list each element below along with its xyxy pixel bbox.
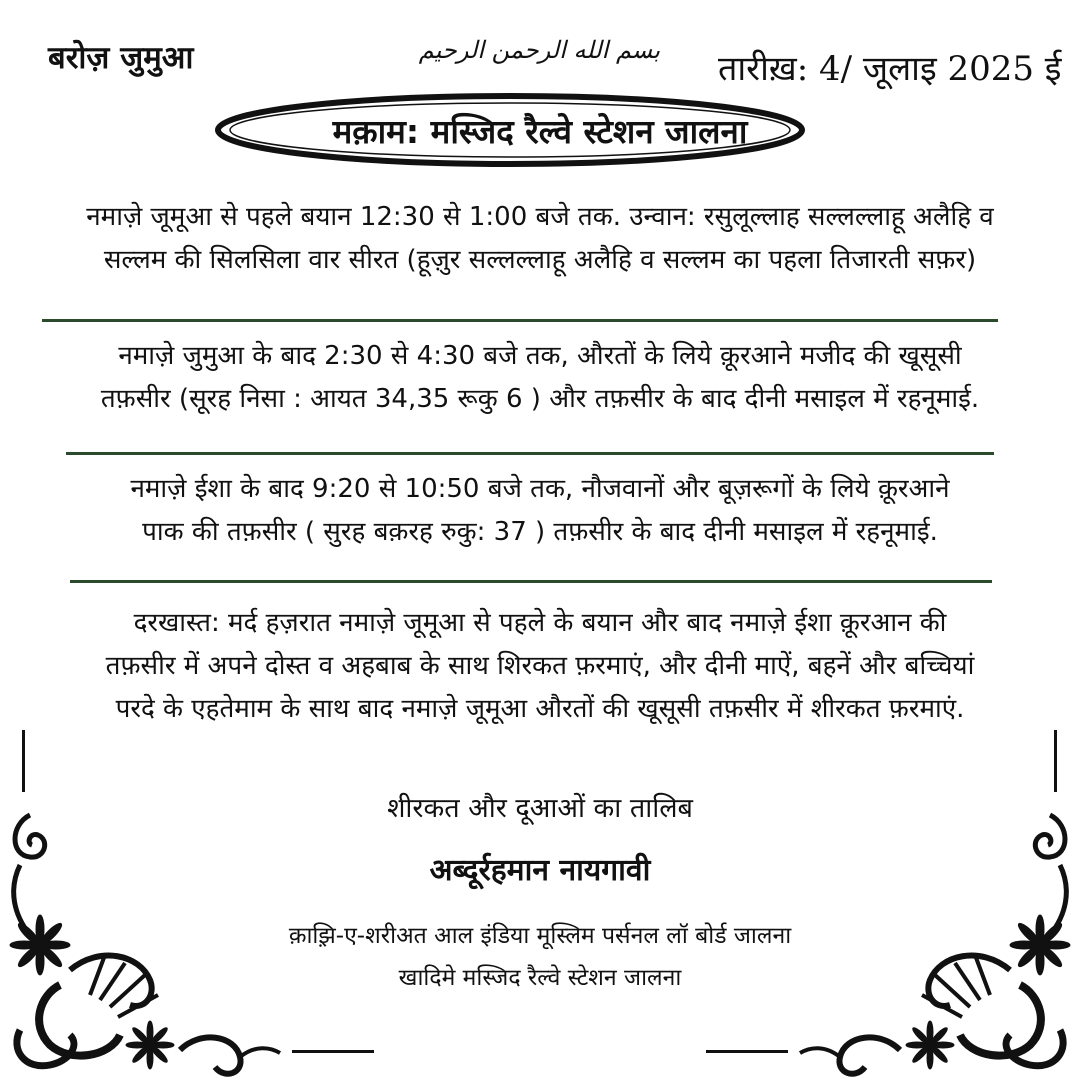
- section-line: दरखास्त: मर्द हज़रात नमाज़े जूमूआ से पहले के बयान और बाद नमाज़े ईशा क़ूरआन की: [133, 608, 947, 638]
- section-request: [40, 602, 1040, 731]
- section-line: सल्लम की सिलसिला वार सीरत (हूज़ुर सल्लल्लाहू अलैहि व सल्लम का पहला तिजारती सफ़र): [103, 245, 977, 275]
- signature-role: खादिमे मस्जिद रैल्वे स्टेशन जालना: [398, 965, 682, 991]
- corner-ornament-left: [0, 795, 290, 1080]
- divider-rule: [66, 452, 994, 455]
- section-line: नमाज़े जुमुआ के बाद 2:30 से 4:30 बजे तक, औरतों के लिये क़ूरआने मजीद की खूसूसी: [118, 341, 962, 371]
- venue-title: मक़ाम: मस्जिद रैल्वे स्टेशन जालना: [332, 112, 748, 151]
- frame-bar-bottom-right: [706, 1050, 788, 1053]
- section-line: पाक की तफ़सीर ( सुरह बक़रह रुकु: 37 ) तफ़सीर के बाद दीनी मसाइल में रहनूमाई.: [142, 517, 938, 547]
- corner-ornament-right: [790, 795, 1080, 1080]
- day-label: बरोज़ जुमुआ: [48, 40, 194, 76]
- section-line: परदे के एहतेमाम के साथ बाद नमाज़े जूमूआ औरतों की खूसूसी तफ़सीर में शीरकत फ़रमाएं.: [115, 694, 965, 724]
- section-line: तफ़सीर में अपने दोस्त व अहबाब के साथ शिरकत फ़रमाएं, और दीनी माऐं, बहनें और बच्चियां: [105, 651, 975, 681]
- divider-rule: [70, 580, 992, 583]
- frame-bar-left: [22, 730, 25, 792]
- signature-role: क़ाझ़ि-ए-शरीअत आल इंडिया मूस्लिम पर्सनल लॉ बोर्ड जालना: [288, 923, 792, 949]
- signature-request: शीरकत और दूआओं का तालिब: [387, 793, 693, 824]
- section-line: तफ़सीर (सूरह निसा : आयत 34,35 रूकु 6 ) और तफ़सीर के बाद दीनी मसाइल में रहनूमाई.: [100, 384, 980, 414]
- frame-bar-right: [1054, 730, 1057, 792]
- section-jumua-bayan: [40, 196, 1040, 282]
- section-isha-tafseer: [40, 468, 1040, 554]
- section-line: नमाज़े जूमूआ से पहले बयान 12:30 से 1:00 बजे तक. उन्वान: रसुलूल्लाह सल्लल्लाहू अलैहि व: [86, 202, 994, 232]
- section-line: नमाज़े ईशा के बाद 9:20 से 10:50 बजे तक, नौजवानों और बूज़रूगों के लिये क़ूरआने: [130, 474, 950, 504]
- divider-rule: [42, 319, 998, 322]
- frame-bar-bottom-left: [292, 1050, 374, 1053]
- section-women-tafseer: [40, 335, 1040, 421]
- bismillah-calligraphy: بسم الله الرحمن الرحيم: [418, 36, 660, 64]
- date-label: तारीख़: 4/ जूलाइ 2025 ई: [718, 49, 1062, 89]
- signature-name: अब्दूर्रहमान नायगावी: [429, 853, 651, 888]
